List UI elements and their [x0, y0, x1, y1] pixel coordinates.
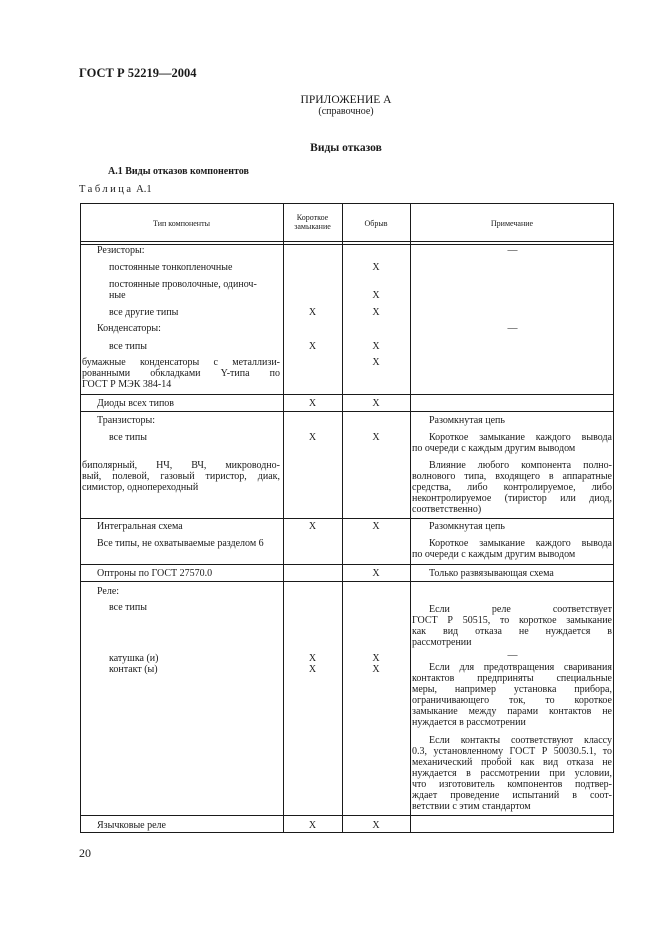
transistors-all-open: X — [372, 432, 380, 443]
relays-contact-open: X — [372, 664, 380, 675]
ic-note-open-circuit: Разомкнутая цепь — [429, 521, 505, 532]
reed-relays-title: Язычковые реле — [97, 820, 166, 831]
resistors-film-open: X — [372, 262, 380, 273]
resistors-wire-line2: ные — [109, 290, 126, 301]
resistors-film: постоянные тонкопленочные — [109, 262, 233, 273]
table-caption-word: Таблица — [79, 184, 134, 195]
row-divider — [80, 518, 614, 519]
resistors-note: — — [507, 245, 518, 256]
resistors-other-short: X — [308, 307, 317, 318]
transistors-note-open-circuit: Разомкнутая цепь — [429, 415, 505, 426]
header-short-circuit: Короткое замыкание — [294, 213, 331, 231]
diodes-short: X — [308, 398, 317, 409]
capacitors-paper-open: X — [372, 357, 380, 368]
transistors-title: Транзисторы: — [97, 415, 155, 426]
relays-contact-short: X — [308, 664, 317, 675]
row-divider — [80, 581, 614, 582]
capacitors-note: — — [507, 323, 518, 334]
relays-coil: катушка (и) — [109, 653, 159, 664]
ic-note-short-circuit: Короткое замыкание каждого вывода по очереди с каждым другим выводом — [412, 538, 612, 560]
diodes-title: Диоды всех типов — [97, 398, 175, 409]
relays-title: Реле: — [97, 586, 120, 597]
relays-coil-open: X — [372, 653, 380, 664]
transistors-bipolar: биполярный, НЧ, ВЧ, микроводно- вый, полевой, газовый тиристор, диак, симистор, однопереходный — [82, 460, 280, 493]
document-header: ГОСТ Р 52219—2004 — [79, 66, 197, 80]
resistors-other-open: X — [372, 307, 380, 318]
reed-relays-short: X — [308, 820, 317, 831]
row-divider — [80, 564, 614, 565]
reed-relays-open: X — [372, 820, 380, 831]
optrons-open: X — [372, 568, 380, 579]
relays-note-dash: — — [507, 650, 518, 661]
transistors-all-short: X — [308, 432, 317, 443]
appendix-heading — [230, 94, 462, 118]
row-divider — [80, 411, 614, 412]
document-title: Виды отказов — [310, 142, 382, 154]
ic-title: Интегральная схема — [97, 521, 183, 532]
page-number: 20 — [79, 846, 91, 860]
optrons-note: Только развязывающая схема — [429, 568, 554, 579]
table-caption-number: А.1 — [136, 184, 152, 195]
transistors-all: все типы — [109, 432, 147, 443]
ic-open: X — [372, 521, 380, 532]
failure-types-table — [80, 203, 614, 833]
row-divider — [80, 815, 614, 816]
optrons-title: Оптроны по ГОСТ 27570.0 — [97, 568, 213, 579]
relays-coil-short: X — [308, 653, 317, 664]
diodes-open: X — [372, 398, 380, 409]
capacitors-all-open: X — [372, 341, 380, 352]
header-component-type: Тип компоненты — [153, 219, 210, 228]
section-heading: А.1 Виды отказов компонентов — [108, 166, 249, 177]
capacitors-title: Конденсаторы: — [97, 323, 161, 334]
resistors-other: все другие типы — [109, 307, 179, 318]
resistors-title: Резисторы: — [97, 245, 145, 256]
transistors-note-short-circuit: Короткое замыкание каждого вывода по очереди с каждым другим выводом — [412, 432, 612, 454]
table-caption — [79, 184, 152, 195]
relays-note-welding: Если для предотвращения сваривания контактов предприняты специальные меры, например установка прибора, ограничивающего ток, то короткое замыкание между парами контактов не нуждается в рассмотрении — [412, 662, 612, 728]
capacitors-all-short: X — [308, 341, 317, 352]
transistors-note-full-wave: Влияние любого компонента полно- волнового типа, входящего в аппаратные средства, либо контролируемое, либо неконтролируемое (тиристор или диод, соответственно) — [412, 460, 612, 515]
header-note: Примечание — [490, 219, 534, 228]
ic-all: Все типы, не охватываемые разделом 6 — [97, 538, 264, 549]
appendix-subtitle: (справочное) — [318, 106, 374, 117]
header-open-circuit: Обрыв — [364, 219, 388, 228]
resistors-wire-line1: постоянные проволочные, одиноч- — [109, 279, 257, 290]
capacitors-paper: бумажные конденсаторы с металлизи- рованными обкладками Y-типа по ГОСТ Р МЭК 384-14 — [82, 357, 280, 390]
resistors-wire-open: X — [372, 290, 380, 301]
ic-short: X — [308, 521, 317, 532]
capacitors-all: все типы — [109, 341, 147, 352]
appendix-title: ПРИЛОЖЕНИЕ А — [300, 94, 392, 106]
relays-note-50515: Если реле соответствует ГОСТ Р 50515, то короткое замыкание как вид отказа не нуждается в рассмотрении — [412, 604, 612, 648]
row-divider — [80, 394, 614, 395]
relays-note-50030: Если контакты соответствуют классу 0.3, установленному ГОСТ Р 50030.5.1, то механический пробой как вид отказа не нуждается в рассмотрении при условии, что изготовитель компонентов подтвер- ждает проведение испытаний в соот- ветствии с этим стандартом — [412, 735, 612, 812]
relays-all: все типы — [109, 602, 147, 613]
relays-contact: контакт (ы) — [109, 664, 158, 675]
